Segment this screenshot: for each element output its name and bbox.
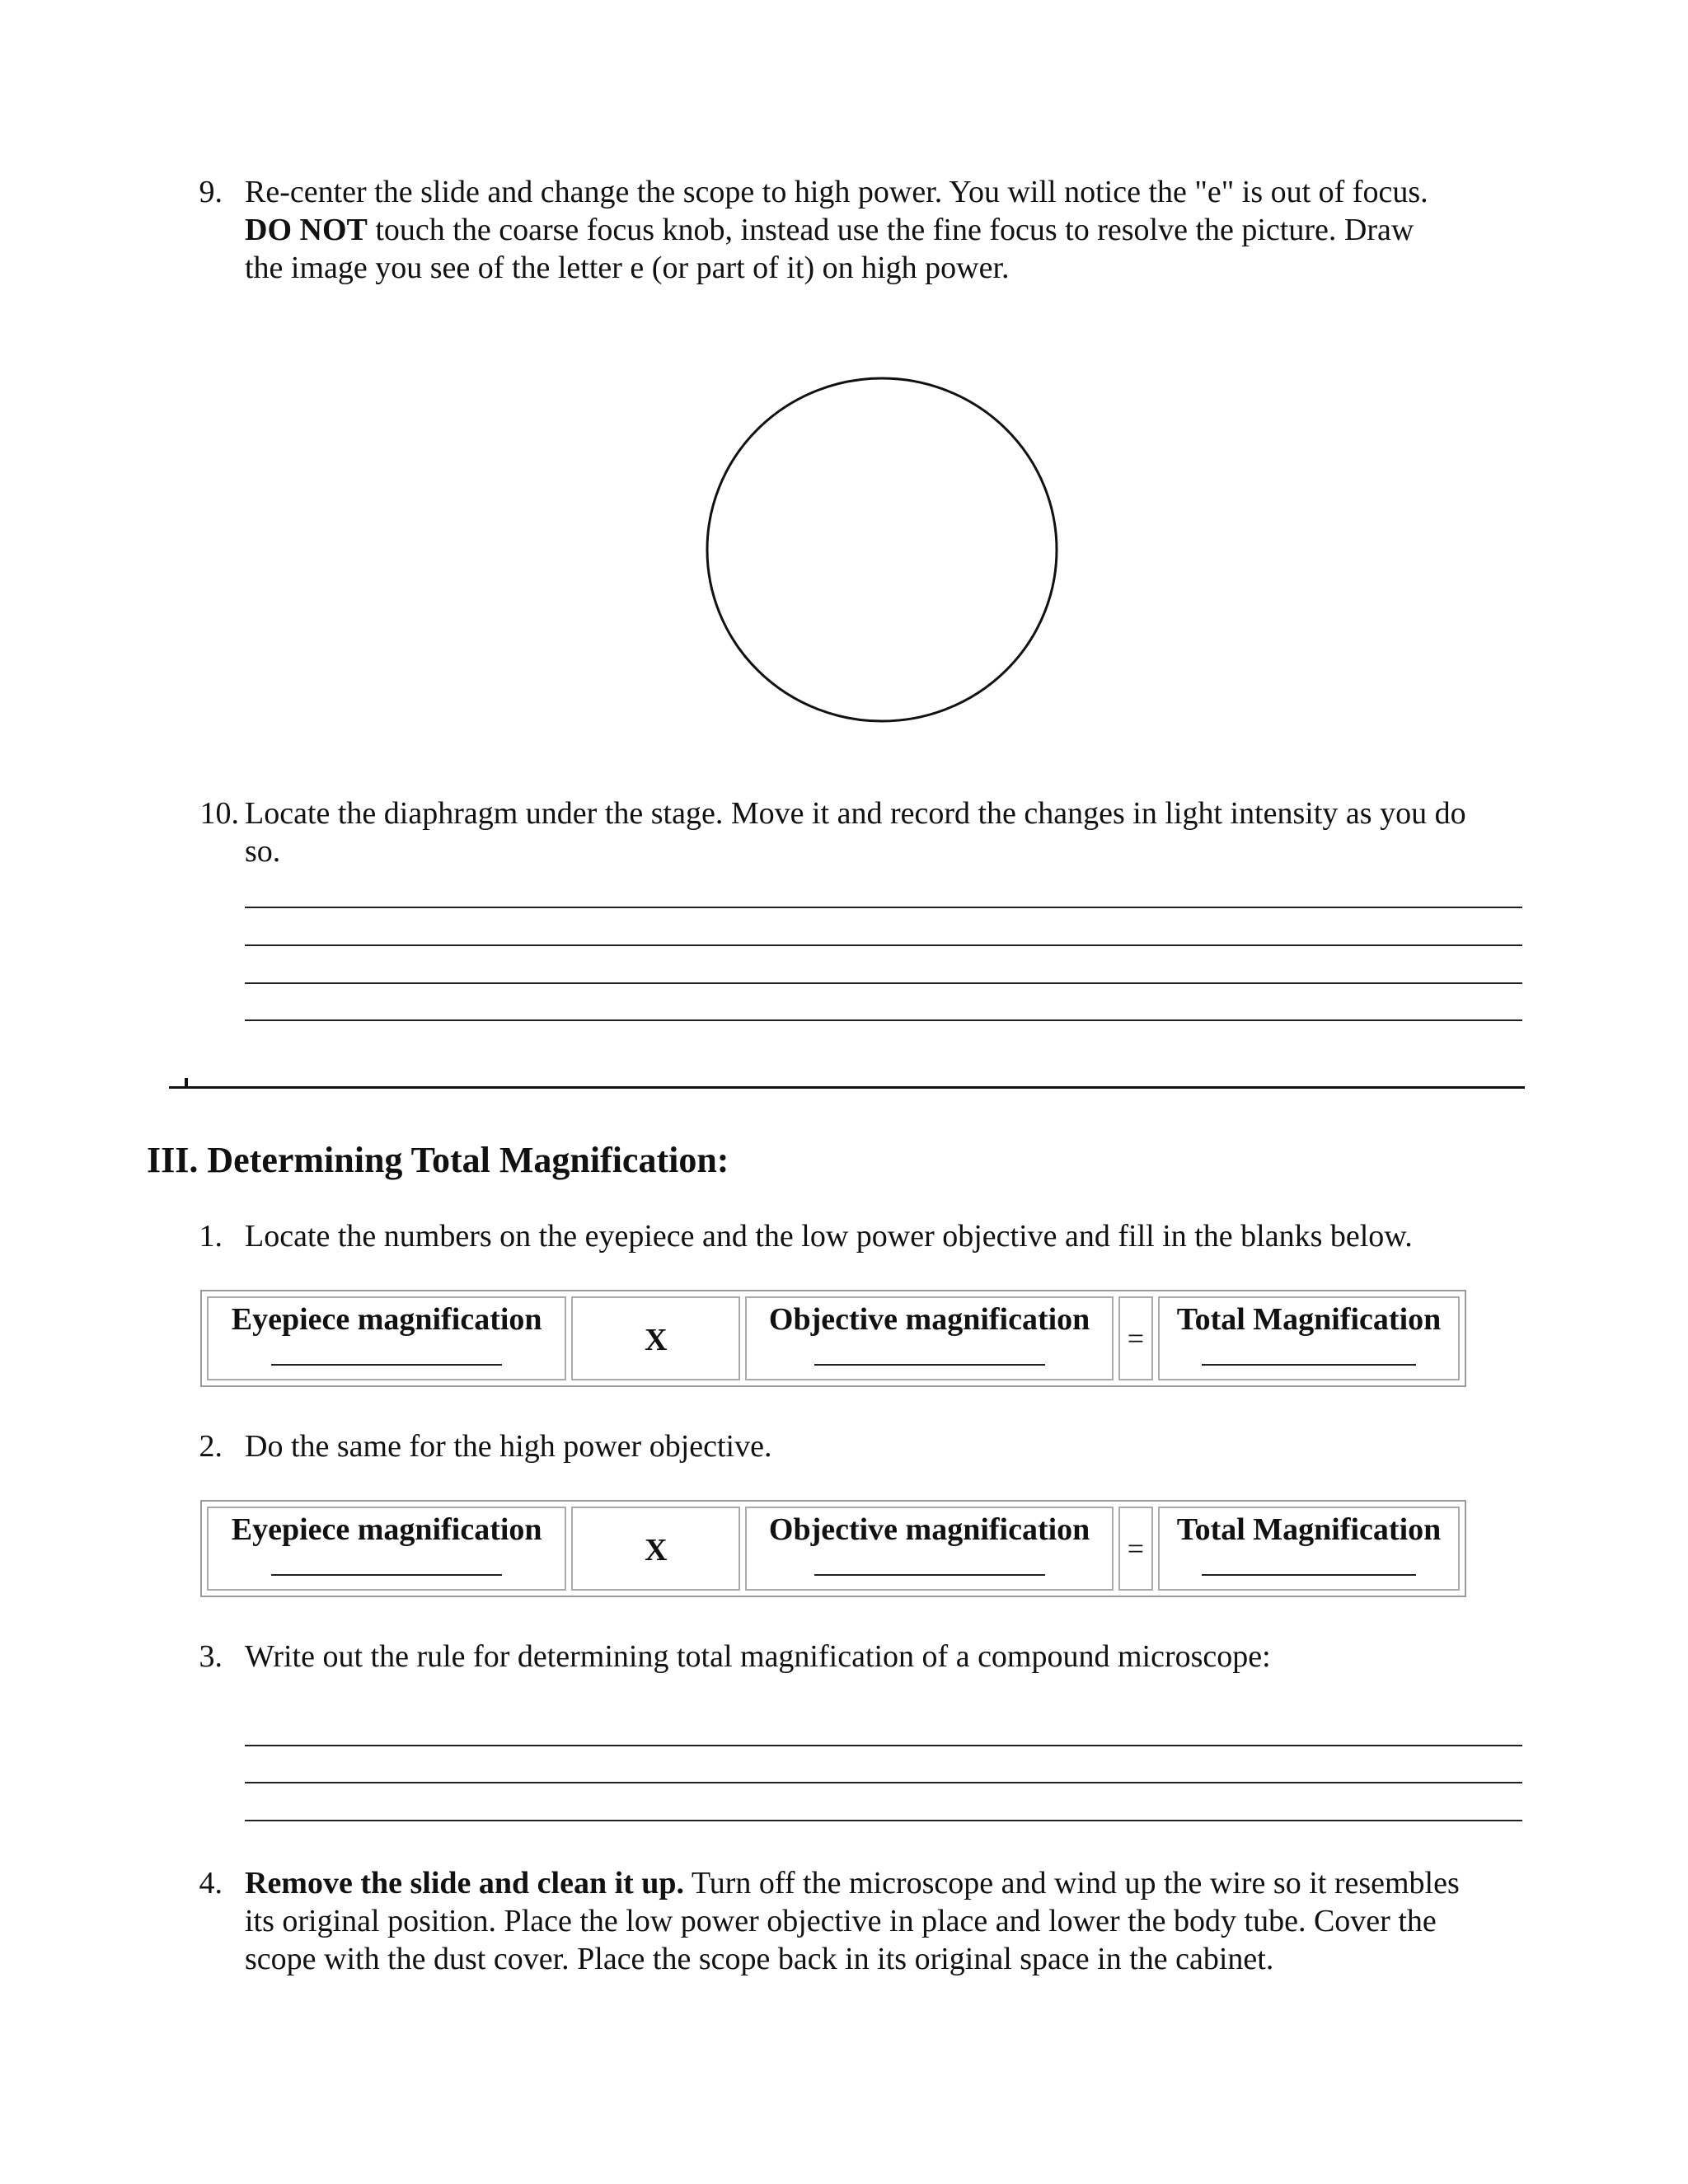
eyepiece-cell — [207, 1507, 566, 1591]
section-divider-tick — [185, 1078, 188, 1088]
total-blank[interactable] — [1202, 1559, 1416, 1576]
q10-answer-line-3[interactable] — [245, 982, 1522, 984]
do-not-emphasis: DO NOT — [245, 213, 368, 247]
times-cell — [571, 1507, 740, 1591]
question-9-line-3: the image you see of the letter e (or part of it) on high power. — [245, 251, 1010, 285]
eyepiece-blank[interactable] — [271, 1559, 502, 1576]
equals-cell — [1118, 1507, 1153, 1591]
question-4-line-1 — [245, 1864, 1580, 1902]
section-divider — [169, 1086, 1525, 1089]
drawing-circle[interactable] — [705, 375, 1067, 729]
objective-cell — [745, 1507, 1113, 1591]
question-10-number: 10. — [199, 796, 239, 831]
objective-blank[interactable] — [814, 1559, 1045, 1576]
q10-answer-line-4[interactable] — [245, 1019, 1522, 1021]
low-power-magnification-table — [200, 1290, 1466, 1387]
total-blank[interactable] — [1202, 1349, 1416, 1366]
total-label: Total Magnification — [1176, 1302, 1442, 1337]
section-3-heading: III. Determining Total Magnification: — [147, 1140, 729, 1180]
question-3-number: 3. — [199, 1639, 223, 1674]
eyepiece-label: Eyepiece magnification — [231, 1512, 542, 1547]
question-9-line-1: Re-center the slide and change the scope to high power. You will notice the "e" is out of focus. — [245, 175, 1428, 209]
q10-answer-line-1[interactable] — [245, 907, 1522, 908]
eyepiece-blank[interactable] — [271, 1349, 502, 1366]
question-4-line-3: scope with the dust cover. Place the scope back in its original space in the cabinet. — [245, 1942, 1274, 1976]
objective-cell — [745, 1296, 1113, 1380]
times-cell — [571, 1296, 740, 1380]
high-power-magnification-table — [200, 1500, 1466, 1597]
question-4-number: 4. — [199, 1866, 223, 1900]
question-9-line-2 — [245, 211, 1564, 249]
q3-answer-line-2[interactable] — [245, 1782, 1522, 1783]
eyepiece-cell — [207, 1296, 566, 1380]
total-cell — [1158, 1507, 1460, 1591]
question-10-line-2: so. — [245, 834, 281, 869]
remove-slide-emphasis: Remove the slide and clean it up. — [245, 1866, 685, 1900]
question-9-line-2-rest: touch the coarse focus knob, instead use the fine focus to resolve the picture. Draw — [367, 213, 1414, 247]
question-9-number: 9. — [199, 175, 223, 209]
total-label: Total Magnification — [1176, 1512, 1442, 1547]
question-10-line-1: Locate the diaphragm under the stage. Move it and record the changes in light intensity as you do — [245, 796, 1466, 831]
question-3-text: Write out the rule for determining total magnification of a compound microscope: — [245, 1639, 1271, 1674]
question-4-line-1-rest: Turn off the microscope and wind up the wire so it resembles — [684, 1866, 1460, 1900]
objective-label: Objective magnification — [768, 1512, 1090, 1547]
question-9-text — [245, 173, 1564, 287]
q3-answer-line-3[interactable] — [245, 1820, 1522, 1821]
equals-symbol: = — [1127, 1322, 1145, 1355]
question-2-number: 2. — [199, 1429, 223, 1464]
question-2-text: Do the same for the high power objective. — [245, 1429, 772, 1464]
q3-answer-line-1[interactable] — [245, 1745, 1522, 1746]
question-1-text: Locate the numbers on the eyepiece and the low power objective and fill in the blanks below. — [245, 1219, 1413, 1254]
q10-answer-line-2[interactable] — [245, 944, 1522, 946]
question-10-text — [245, 794, 1564, 870]
times-symbol: X — [645, 1323, 668, 1357]
objective-blank[interactable] — [814, 1349, 1045, 1366]
equals-symbol: = — [1127, 1532, 1145, 1565]
question-4-line-2: its original position. Place the low power objective in place and lower the body tube. Cover the — [245, 1904, 1437, 1938]
question-1-number: 1. — [199, 1219, 223, 1254]
total-cell — [1158, 1296, 1460, 1380]
eyepiece-label: Eyepiece magnification — [231, 1302, 542, 1337]
objective-label: Objective magnification — [768, 1302, 1090, 1337]
question-4-text — [245, 1864, 1580, 1978]
times-symbol: X — [645, 1533, 668, 1568]
equals-cell — [1118, 1296, 1153, 1380]
